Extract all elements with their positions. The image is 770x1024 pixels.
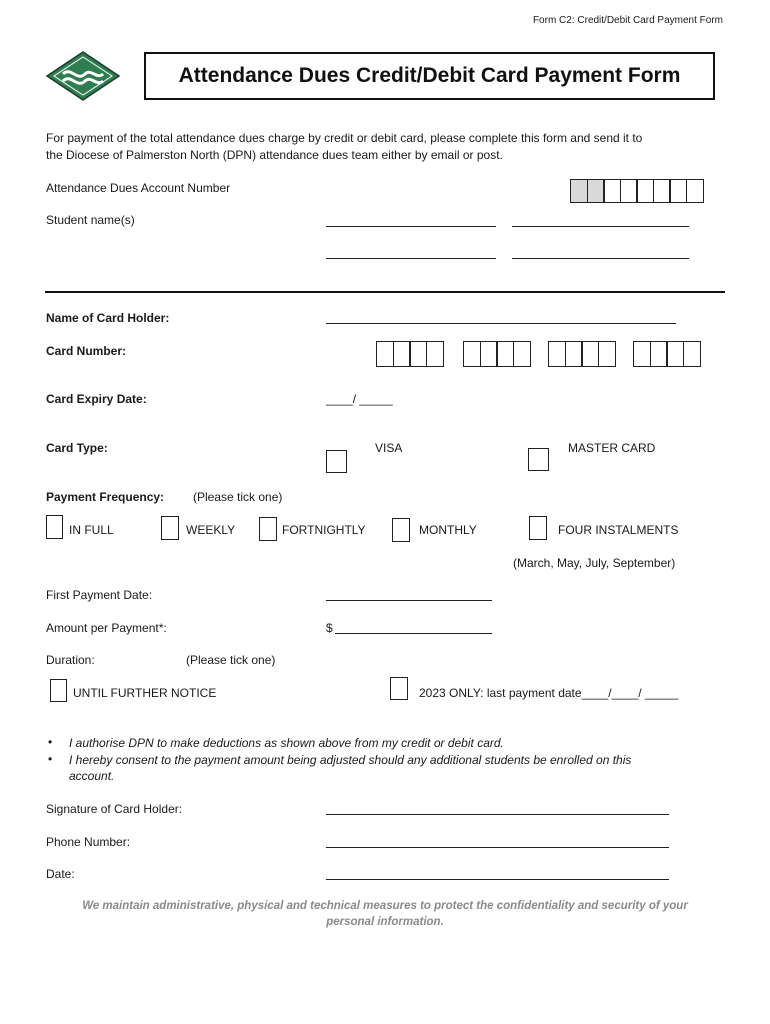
monthly-checkbox[interactable] (392, 518, 410, 542)
card-number-group-4[interactable] (633, 341, 699, 367)
phone-number-field[interactable] (326, 847, 669, 848)
signature-field[interactable] (326, 814, 669, 815)
card-type-label: Card Type: (46, 441, 108, 455)
card-expiry-field[interactable]: ____/ _____ (326, 392, 393, 406)
student-name-field-1[interactable] (326, 226, 496, 227)
visa-label: VISA (375, 441, 403, 455)
bullet-2: • (48, 752, 53, 766)
first-payment-date-field[interactable] (326, 600, 492, 601)
phone-number-label: Phone Number: (46, 835, 131, 849)
until-further-notice-checkbox[interactable] (50, 679, 67, 702)
duration-label: Duration: (46, 653, 95, 667)
card-expiry-label: Card Expiry Date: (46, 392, 147, 406)
card-number-group-3[interactable] (548, 341, 614, 367)
student-name-field-2[interactable] (512, 226, 689, 227)
privacy-notice (40, 898, 730, 930)
duration-hint: (Please tick one) (186, 653, 276, 667)
amount-per-payment-label: Amount per Payment*: (46, 621, 167, 635)
until-further-notice-label: UNTIL FURTHER NOTICE (73, 686, 217, 700)
date-field[interactable] (326, 879, 669, 880)
payment-frequency-label: Payment Frequency: (46, 490, 165, 504)
amount-per-payment-field[interactable] (335, 633, 492, 634)
weekly-label: WEEKLY (186, 523, 236, 537)
date-label: Date: (46, 867, 75, 881)
privacy-notice-line-1: We maintain administrative, physical and technical measures to protect the confidentiality and security of your (82, 900, 688, 912)
section-divider (45, 291, 725, 293)
in-full-checkbox[interactable] (46, 515, 63, 539)
weekly-checkbox[interactable] (161, 516, 179, 540)
intro-line-2: the Diocese of Palmerston North (DPN) attendance dues team either by email or post. (46, 148, 503, 162)
mastercard-checkbox[interactable] (528, 448, 549, 471)
card-number-group-1[interactable] (376, 341, 442, 367)
instalment-months-note: (March, May, July, September) (513, 556, 676, 570)
fortnightly-label: FORTNIGHTLY (282, 523, 366, 537)
student-name-field-4[interactable] (512, 258, 689, 259)
only-2023-label[interactable]: 2023 ONLY: last payment date____/____/ _____ (419, 686, 679, 700)
card-holder-label: Name of Card Holder: (46, 311, 170, 325)
consent-adjustment-line-1: I hereby consent to the payment amount being adjusted should any additional students be enrolled on this (69, 753, 632, 767)
first-payment-date-label: First Payment Date: (46, 588, 153, 602)
privacy-notice-line-2: personal information. (326, 916, 444, 928)
only-2023-checkbox[interactable] (390, 677, 408, 700)
visa-checkbox[interactable] (326, 450, 347, 473)
four-instalments-checkbox[interactable] (529, 516, 547, 540)
form-code: Form C2: Credit/Debit Card Payment Form (532, 15, 723, 26)
mastercard-label: MASTER CARD (568, 441, 656, 455)
bullet-1: • (48, 735, 53, 749)
signature-label: Signature of Card Holder: (46, 802, 183, 816)
fortnightly-checkbox[interactable] (259, 517, 277, 541)
consent-adjustment-line-2: account. (69, 769, 115, 783)
diocese-logo-icon (45, 50, 121, 102)
in-full-label: IN FULL (69, 523, 114, 537)
card-holder-field[interactable] (326, 323, 676, 324)
monthly-label: MONTHLY (419, 523, 477, 537)
account-number-field[interactable] (570, 179, 702, 203)
intro-line-1: For payment of the total attendance dues charge by credit or debit card, please complete this form and send it to (46, 131, 643, 145)
currency-symbol: $ (326, 621, 333, 635)
page-title: Attendance Dues Credit/Debit Card Payment Form (144, 52, 715, 100)
account-number-label: Attendance Dues Account Number (46, 181, 231, 195)
four-instalments-label: FOUR INSTALMENTS (558, 523, 679, 537)
student-names-label: Student name(s) (46, 213, 135, 227)
consent-authorise: I authorise DPN to make deductions as shown above from my credit or debit card. (69, 736, 504, 750)
student-name-field-3[interactable] (326, 258, 496, 259)
card-number-group-2[interactable] (463, 341, 529, 367)
card-number-label: Card Number: (46, 344, 127, 358)
payment-frequency-hint: (Please tick one) (193, 490, 283, 504)
